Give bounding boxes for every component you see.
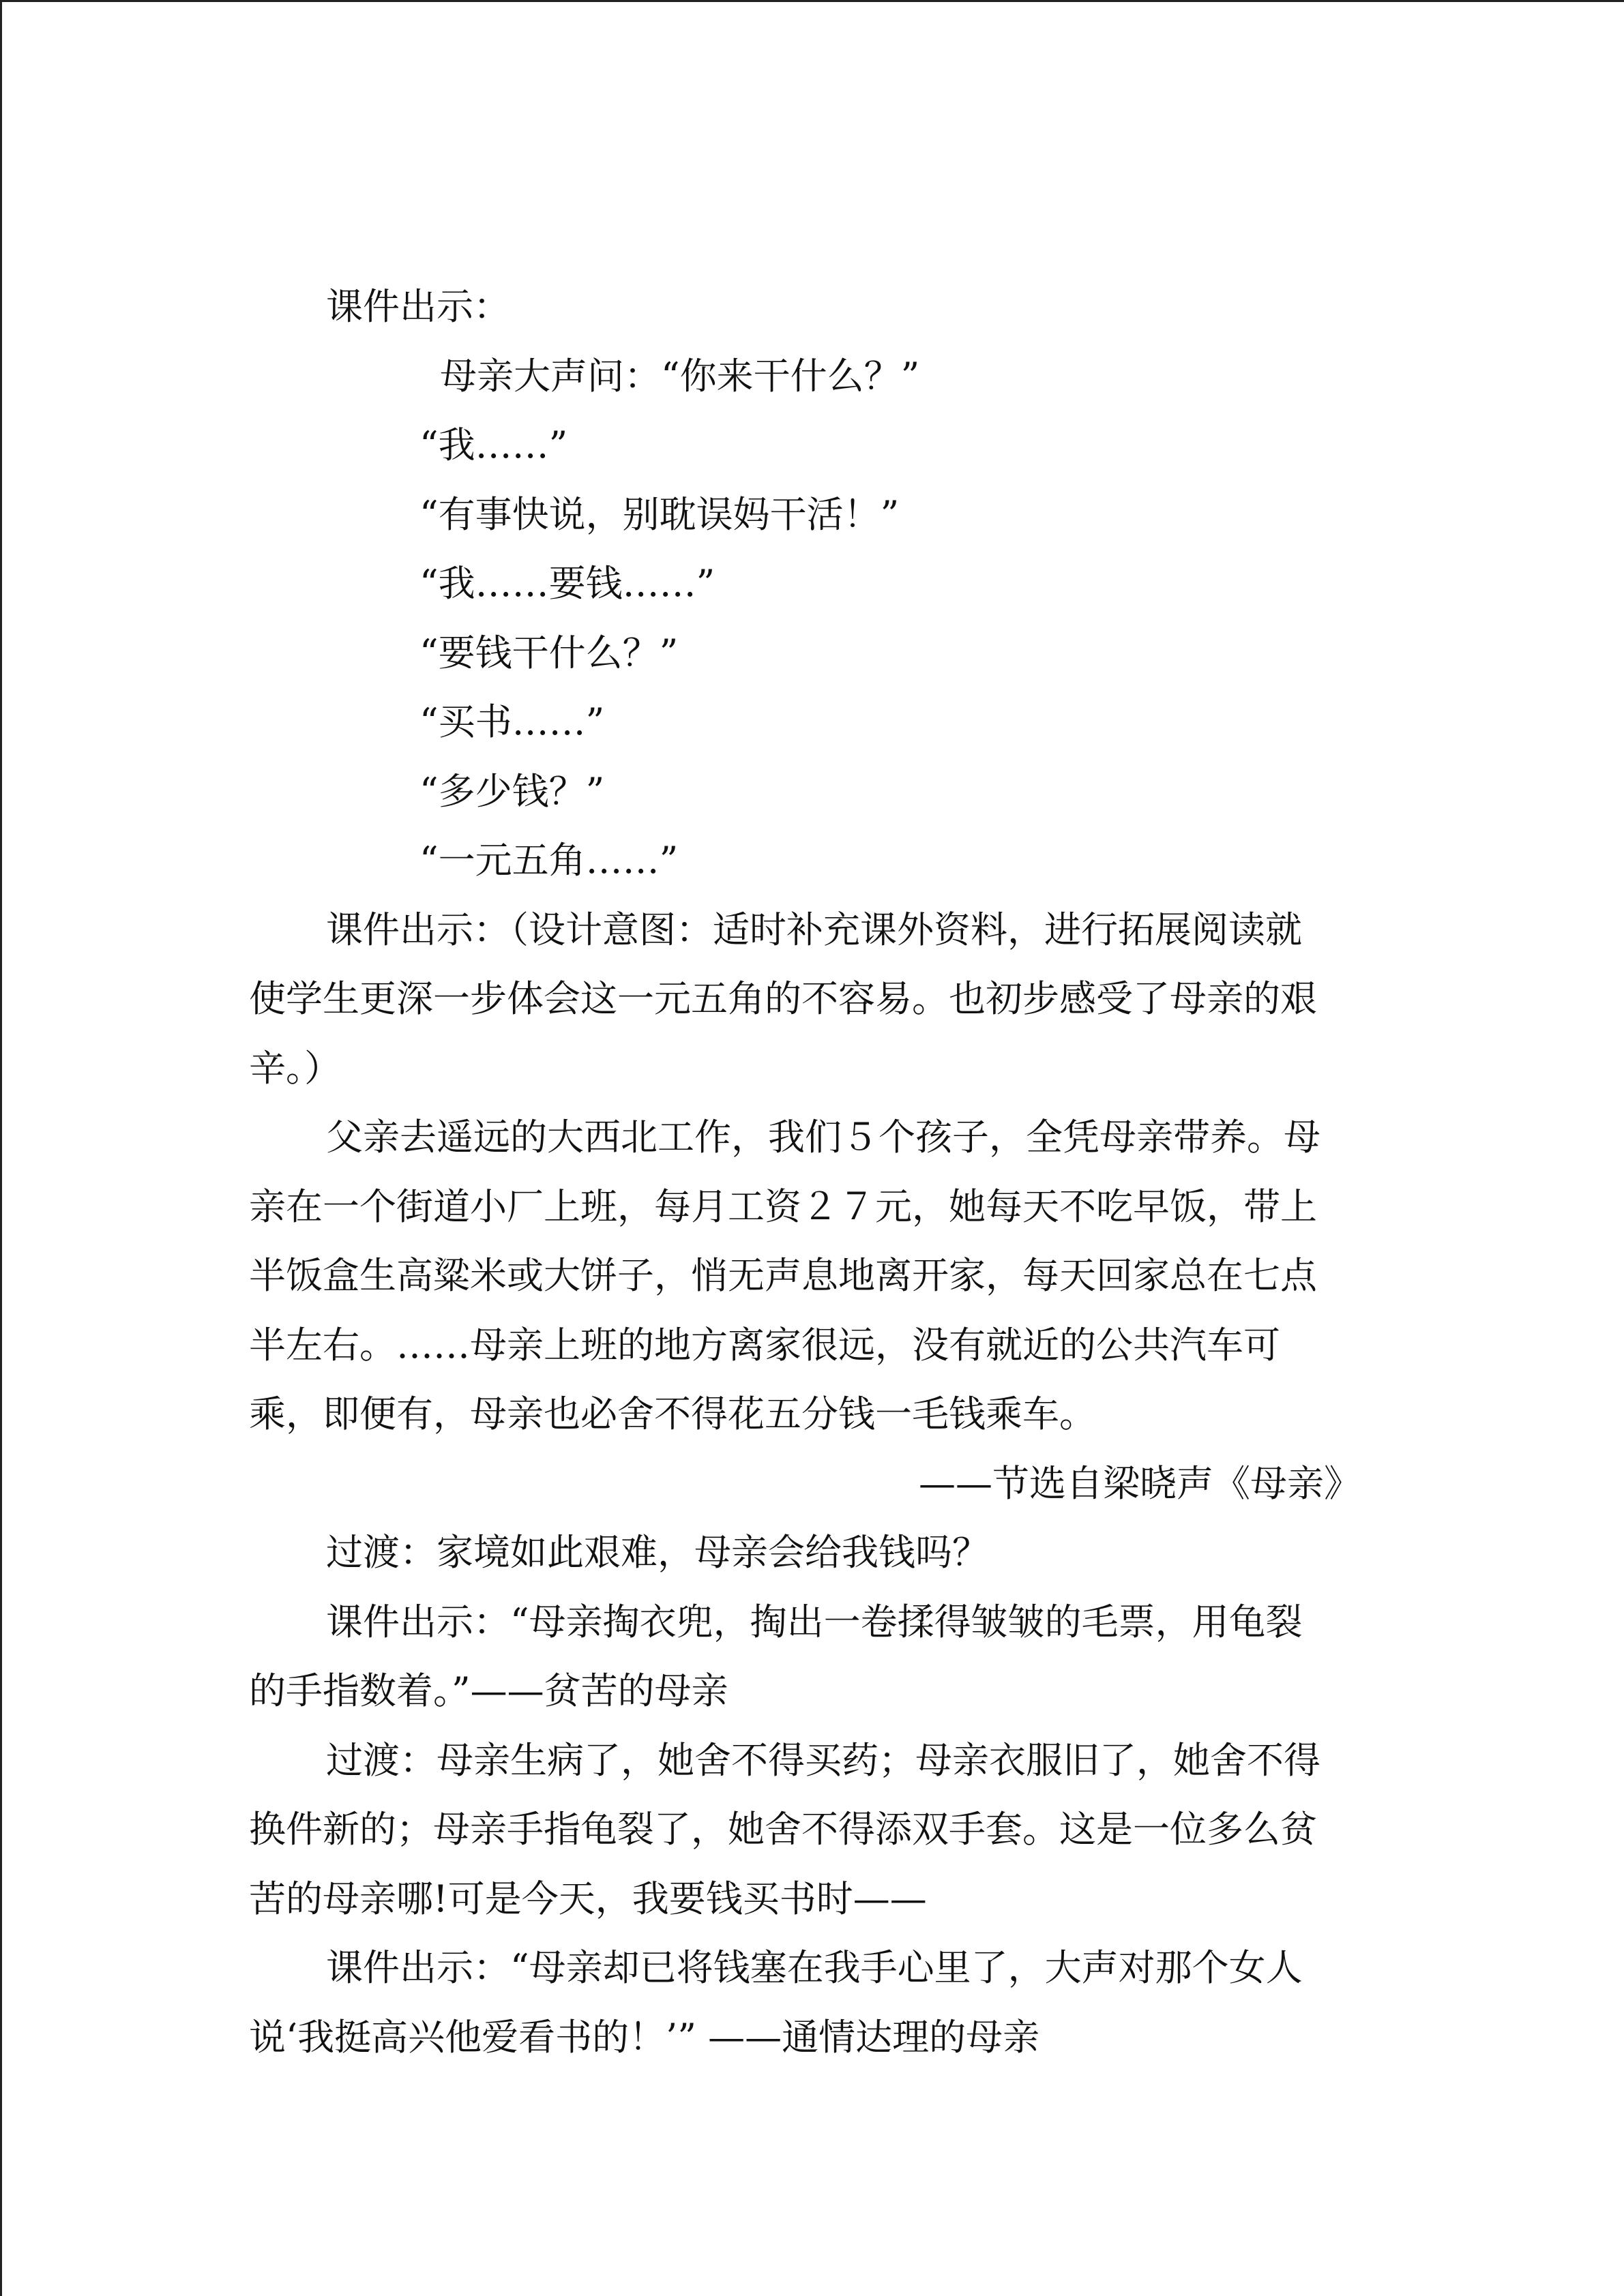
paragraph-line: 苦的母亲哪!可是今天，我要钱买书时—— (249, 1877, 927, 1920)
paragraph-line: 亲在一个街道小厂上班，每月工资２７元，她每天不吃早饭，带上 (249, 1184, 1317, 1228)
paragraph-line: 换件新的；母亲手指龟裂了，她舍不得添双手套。这是一位多么贫 (249, 1808, 1317, 1851)
design-intent-paragraph (249, 895, 1361, 1103)
paragraph-line: 说‘我挺高兴他爱看书的！’” ——通情达理的母亲 (249, 2015, 1040, 2059)
paragraph-line: 课件出示：（设计意图：适时补充课外资料，进行拓展阅读就 (326, 908, 1302, 951)
courseware-paragraph (249, 1933, 1361, 2072)
paragraph-line: 乘，即便有，母亲也必舍不得花五分钱一毛钱乘车。 (249, 1392, 1096, 1435)
transition-paragraph (249, 1518, 1361, 1587)
courseware-paragraph (249, 1587, 1361, 1726)
paragraph-line: 半饭盒生高粱米或大饼子，悄无声息地离开家，每天回家总在七点 (249, 1254, 1317, 1297)
paragraph-line: 使学生更深一步体会这一元五角的不容易。也初步感受了母亲的艰 (249, 977, 1317, 1020)
dialogue-line: “我……要钱……” (419, 562, 715, 605)
paragraph-line: 课件出示：“母亲掏衣兜，掏出一卷揉得皱皱的毛票，用龟裂 (326, 1600, 1303, 1643)
dialogue-line: “要钱干什么？” (419, 631, 679, 674)
paragraph-line: 父亲去遥远的大西北工作，我们５个孩子，全凭母亲带养。母 (326, 1116, 1320, 1159)
excerpt-paragraph (249, 1103, 1361, 1449)
excerpt-source: ——节选自梁晓声《母亲》 (919, 1461, 1361, 1505)
dialogue-line: “有事快说，别耽误妈干活！” (419, 492, 900, 536)
courseware-heading: 课件出示： (326, 285, 510, 328)
document-body (249, 272, 1361, 2072)
transition-paragraph (249, 1726, 1361, 1934)
paragraph-line: 辛。） (249, 1046, 341, 1090)
paragraph-line: 过渡：母亲生病了，她舍不得买药；母亲衣服旧了，她舍不得 (326, 1738, 1320, 1782)
paragraph-line: 过渡：家境如此艰难，母亲会给我钱吗？ (326, 1531, 989, 1574)
dialogue-line: “多少钱？” (419, 769, 605, 813)
paragraph-line: 半左右。……母亲上班的地方离家很远，没有就近的公共汽车可 (249, 1323, 1280, 1367)
paragraph-line: 课件出示：“母亲却已将钱塞在我手心里了，大声对那个女人 (326, 1946, 1303, 1989)
dialogue-line: “我……” (419, 423, 568, 466)
dialogue-line: “买书……” (419, 700, 605, 743)
dialogue-line: “一元五角……” (419, 839, 679, 882)
paragraph-line: 的手指数着。”——贫苦的母亲 (249, 1669, 728, 1712)
dialogue-line: 母亲大声问：“你来干什么？” (440, 354, 920, 398)
